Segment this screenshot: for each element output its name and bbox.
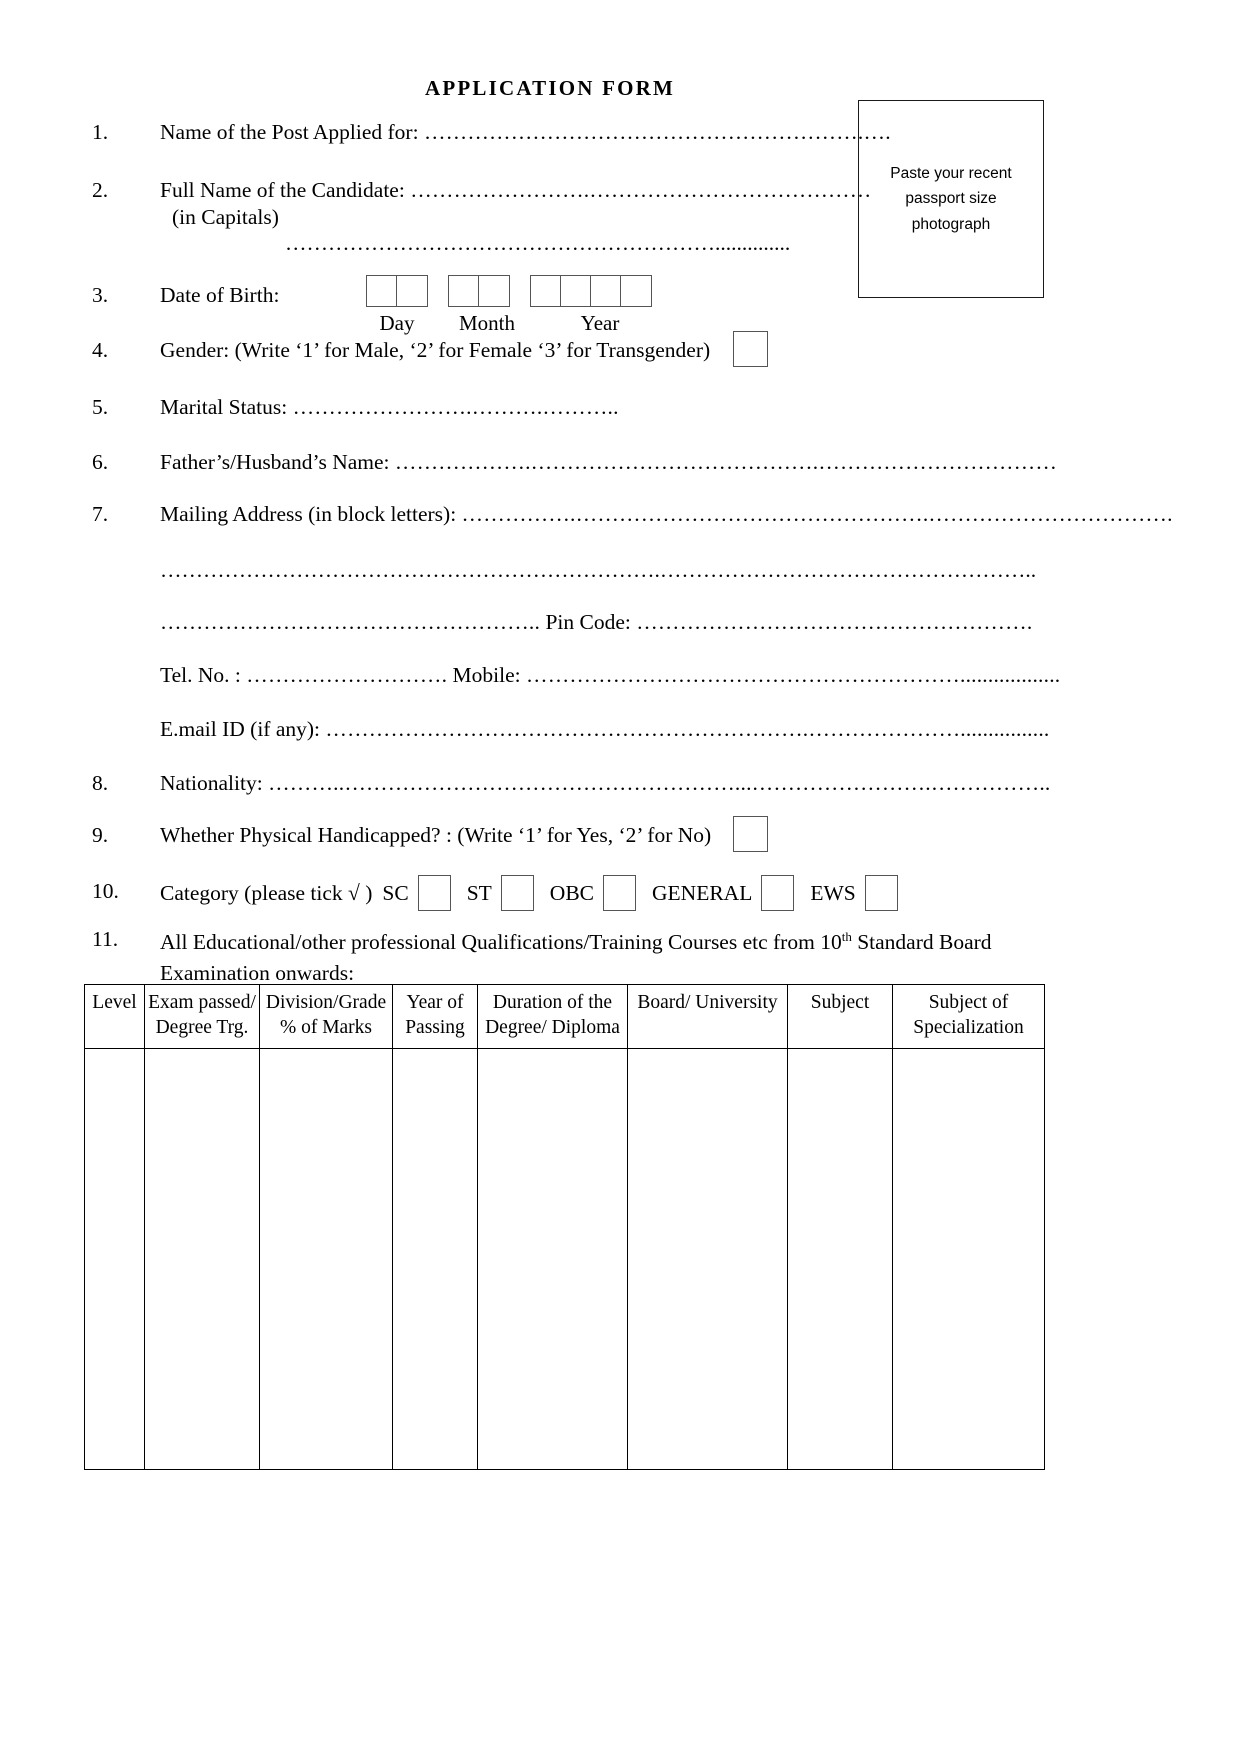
- item-2-sub-label: (in Capitals): [172, 205, 279, 229]
- dob-year-boxes[interactable]: [530, 275, 652, 307]
- category-option-sc: [382, 875, 466, 911]
- table-cell-exam-passed[interactable]: [145, 1048, 260, 1469]
- gender-input-box[interactable]: [733, 331, 768, 367]
- email-fill-line[interactable]: ………………………………………………………….…………………................: [325, 717, 1050, 741]
- photo-line-1: Paste your recent: [890, 165, 1012, 183]
- table-cell-board-university[interactable]: [628, 1048, 788, 1469]
- dob-year-cell-1[interactable]: [531, 276, 561, 306]
- item-11-number: 11.: [92, 927, 119, 951]
- item-7-number: 7.: [92, 502, 109, 526]
- photograph-instruction: [884, 161, 1017, 236]
- item-6-text: Father’s/Husband’s Name:: [160, 450, 390, 474]
- column-header-year-of-passing-line1: Year of: [406, 992, 464, 1013]
- dob-month-caption: Month: [458, 311, 515, 335]
- item-2-text: Full Name of the Candidate:: [160, 178, 405, 202]
- item-7-fill-line[interactable]: …………….………………………………………….…………………………….: [461, 502, 1173, 526]
- item-8-number: 8.: [92, 771, 109, 795]
- table-cell-year-of-passing[interactable]: [393, 1048, 478, 1469]
- column-header-duration: [478, 985, 628, 1049]
- column-header-duration-line2: Degree/ Diploma: [485, 1016, 620, 1038]
- item-3-number: 3.: [92, 283, 109, 307]
- mobile-fill-line[interactable]: ……………………………………………………..................: [526, 663, 1061, 687]
- item-4-number: 4.: [92, 338, 109, 362]
- table-cell-duration[interactable]: [478, 1048, 628, 1469]
- photo-line-3: photograph: [911, 215, 991, 233]
- address-line-2[interactable]: …………………………………………………………….……………………………………………..: [160, 558, 1037, 582]
- qualification-table-header-row: [85, 985, 1045, 1049]
- column-header-exam-passed: [145, 985, 260, 1049]
- category-checkbox-sc[interactable]: [418, 875, 451, 911]
- telephone-mobile-line: [160, 663, 1060, 688]
- table-cell-specialization[interactable]: [893, 1048, 1045, 1469]
- photo-line-2: passport size: [905, 190, 997, 208]
- column-header-division-grade: [260, 985, 393, 1049]
- item-11-text-part2: Standard Board Examination onwards:: [160, 930, 992, 985]
- dob-month-cell-1[interactable]: [449, 276, 479, 306]
- dob-year-caption: Year: [580, 311, 620, 335]
- category-label-st: ST: [466, 880, 492, 905]
- telephone-label: Tel. No. :: [160, 663, 241, 687]
- category-label-ews: EWS: [810, 880, 856, 905]
- address-line-3-fill[interactable]: ……………………………………………..: [160, 610, 541, 634]
- column-header-duration-line1: Duration of the: [492, 992, 613, 1013]
- pincode-fill-line[interactable]: ……………………………………………….: [636, 610, 1033, 634]
- item-5-text: Marital Status:: [160, 395, 288, 419]
- dob-month-cell-2[interactable]: [479, 276, 509, 306]
- handicap-input-box[interactable]: [733, 816, 768, 852]
- item-2-continuation-line[interactable]: ……………………………………………………..............: [285, 231, 791, 255]
- column-header-division-grade-line2: % of Marks: [279, 1016, 373, 1038]
- column-header-year-of-passing-line2: Passing: [405, 1016, 465, 1038]
- item-3-label: Date of Birth:: [160, 283, 280, 307]
- column-header-board-university: [628, 985, 788, 1049]
- table-cell-subject[interactable]: [788, 1048, 893, 1469]
- category-option-general: [652, 875, 810, 911]
- item-8-fill-line[interactable]: ………..………………………………………………...…………………….……………..: [268, 771, 1051, 795]
- item-10-number: 10.: [92, 879, 119, 903]
- category-checkbox-ews[interactable]: [865, 875, 898, 911]
- address-pincode-line: [160, 610, 1032, 635]
- category-label-general: GENERAL: [652, 880, 753, 905]
- column-header-level: [85, 985, 145, 1049]
- item-6-number: 6.: [92, 450, 109, 474]
- page-title: APPLICATION FORM: [424, 76, 676, 100]
- column-header-subject-line1: Subject: [810, 992, 870, 1013]
- item-5-fill-line[interactable]: …………………….……….………..: [292, 395, 619, 419]
- dob-month-boxes[interactable]: [448, 275, 510, 307]
- email-label: E.mail ID (if any):: [160, 717, 321, 741]
- item-5-number: 5.: [92, 395, 109, 419]
- category-checkbox-general[interactable]: [761, 875, 794, 911]
- item-11-text-part1: All Educational/other professional Qualifications/Training Courses etc from 10: [160, 930, 842, 954]
- column-header-specialization-line1: Subject of: [928, 992, 1009, 1013]
- column-header-division-grade-line1: Division/Grade: [265, 992, 387, 1013]
- item-4-label: Gender: (Write ‘1’ for Male, ‘2’ for Female ‘3’ for Transgender): [160, 338, 711, 362]
- category-row: [160, 875, 914, 911]
- dob-year-cell-2[interactable]: [561, 276, 591, 306]
- item-9-label: Whether Physical Handicapped? : (Write ‘1’ for Yes, ‘2’ for No): [160, 823, 712, 847]
- item-11-label: [160, 927, 1040, 988]
- qualification-table-entry-area: [85, 1048, 1045, 1469]
- column-header-board-university-line1: Board/ University: [637, 992, 778, 1013]
- qualification-table: [84, 984, 1045, 1470]
- telephone-fill-line[interactable]: ……………………….: [246, 663, 448, 687]
- item-6-fill-line[interactable]: ……………….………………………………….……………………………: [394, 450, 1058, 474]
- column-header-year-of-passing: [393, 985, 478, 1049]
- dob-year-cell-3[interactable]: [591, 276, 621, 306]
- item-8-text: Nationality:: [160, 771, 263, 795]
- item-11-ordinal-suffix: th: [841, 928, 852, 944]
- category-label-obc: OBC: [549, 880, 595, 905]
- category-checkbox-obc[interactable]: [603, 875, 636, 911]
- pincode-label: Pin Code:: [545, 610, 631, 634]
- item-1-text: Name of the Post Applied for:: [160, 120, 419, 144]
- item-2-number: 2.: [92, 178, 109, 202]
- item-9-number: 9.: [92, 823, 109, 847]
- dob-day-boxes[interactable]: [366, 275, 428, 307]
- dob-day-cell-1[interactable]: [367, 276, 397, 306]
- item-1-fill-line[interactable]: …………………………………………………….….: [423, 120, 891, 144]
- category-label-sc: SC: [382, 880, 409, 905]
- dob-day-caption: Day: [379, 311, 415, 335]
- item-2-fill-line[interactable]: …………………….…………………………………: [410, 178, 872, 202]
- table-cell-division-grade[interactable]: [260, 1048, 393, 1469]
- category-label: Category (please tick √ ): [160, 880, 373, 905]
- category-option-ews: [810, 875, 913, 911]
- column-header-level-line1: Level: [92, 992, 137, 1013]
- item-7-label: [160, 502, 1173, 527]
- item-1-number: 1.: [92, 120, 109, 144]
- column-header-exam-passed-line1: Exam passed/: [148, 992, 256, 1013]
- dob-day-cell-2[interactable]: [397, 276, 427, 306]
- mobile-label: Mobile:: [452, 663, 521, 687]
- column-header-specialization: [893, 985, 1045, 1049]
- item-7-text: Mailing Address (in block letters):: [160, 502, 457, 526]
- email-line: [160, 717, 1049, 742]
- category-checkbox-st[interactable]: [501, 875, 534, 911]
- column-header-subject: [788, 985, 893, 1049]
- item-2-label: [160, 178, 871, 203]
- item-6-label: [160, 450, 1057, 475]
- item-5-label: [160, 395, 619, 420]
- column-header-exam-passed-line2: Degree Trg.: [155, 1016, 249, 1038]
- dob-year-cell-4[interactable]: [621, 276, 651, 306]
- column-header-specialization-line2: Specialization: [913, 1016, 1024, 1038]
- category-option-obc: [550, 875, 652, 911]
- item-1-label: [160, 120, 891, 145]
- table-cell-level[interactable]: [85, 1048, 145, 1469]
- category-option-st: [467, 875, 550, 911]
- item-8-label: [160, 771, 1050, 796]
